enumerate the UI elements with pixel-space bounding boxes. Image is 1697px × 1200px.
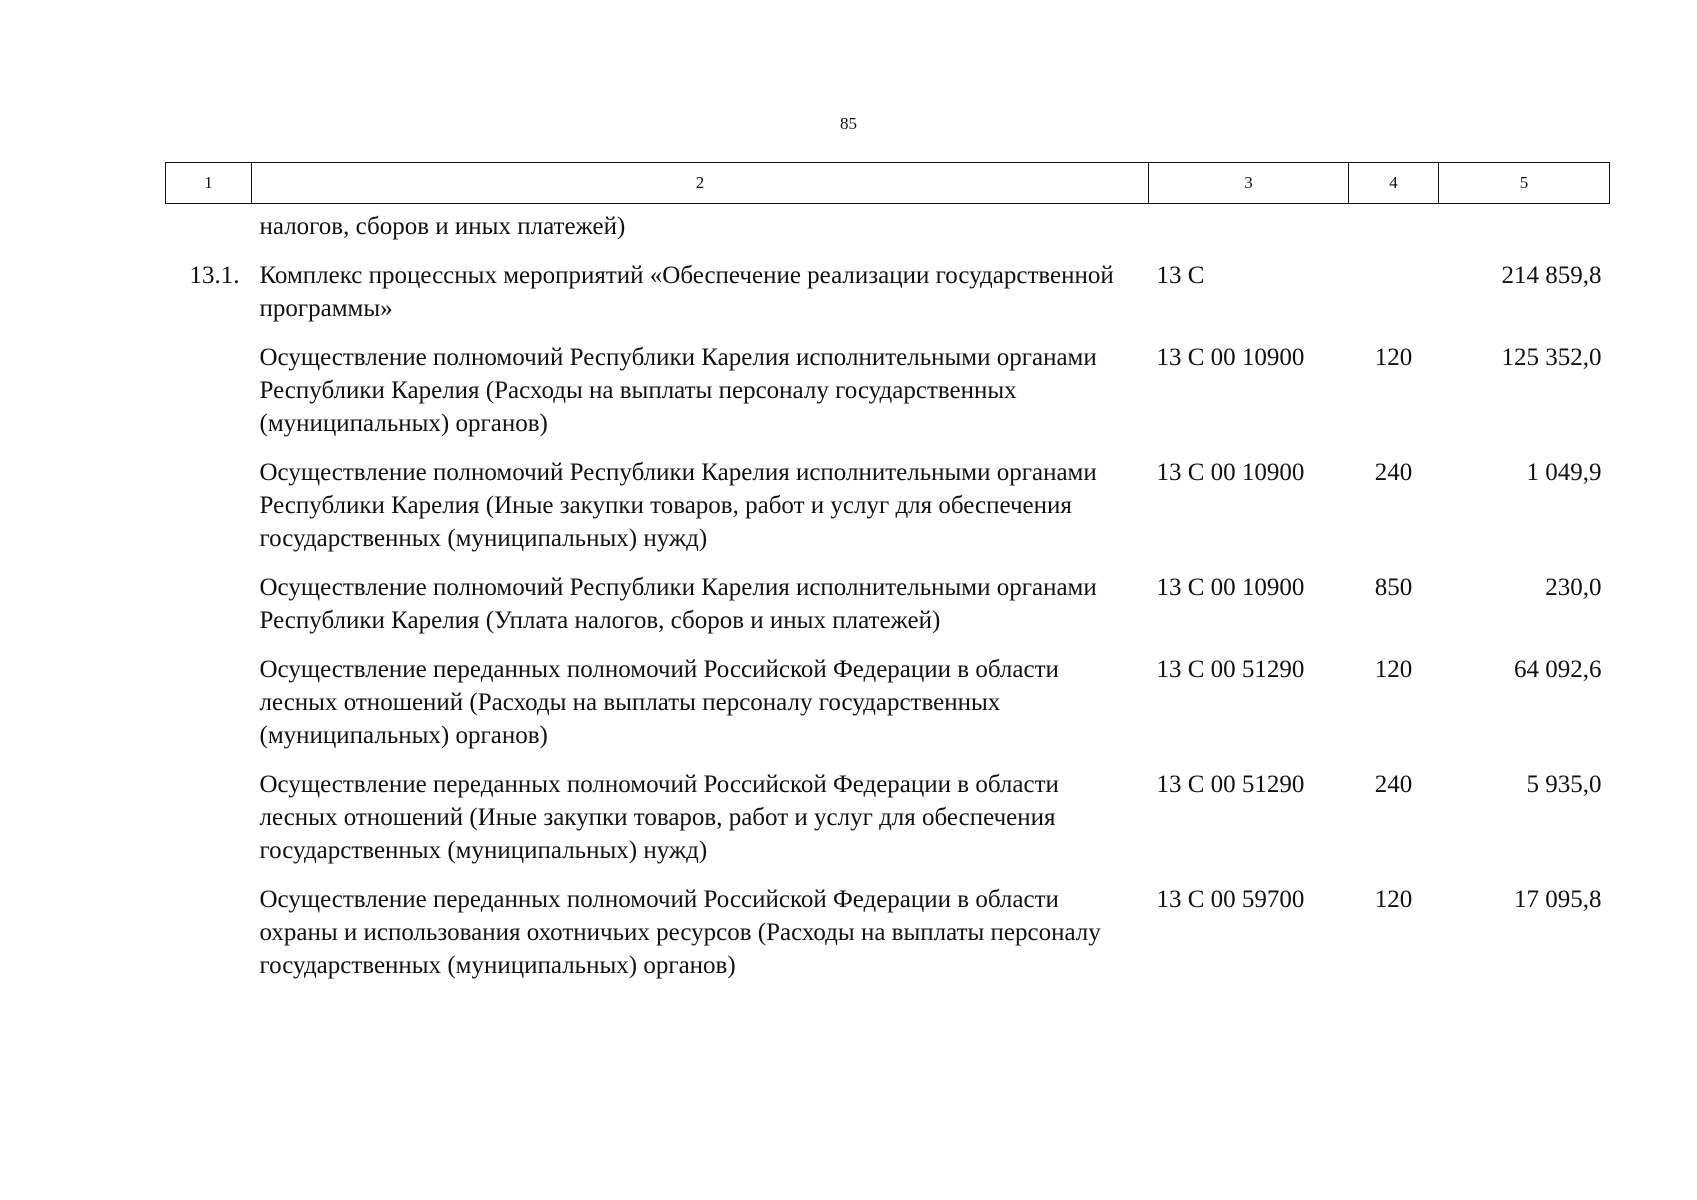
row-amount: 230,0 — [1545, 574, 1602, 601]
table-row — [166, 768, 1610, 883]
row-amount: 17 095,8 — [1514, 886, 1602, 913]
row-description: Осуществление переданных полномочий Российской Федерации в области лесных отношений (Расходы на выплаты персоналу государственных (муниципальных) органов) — [259, 656, 1059, 749]
table-header — [166, 163, 1610, 204]
row-description: Осуществление переданных полномочий Российской Федерации в области лесных отношений (Иные закупки товаров, работ и услуг для обеспечения государственных (муниципальных) нужд) — [259, 771, 1059, 864]
header-row — [166, 163, 1610, 204]
row-description: Осуществление полномочий Республики Карелия исполнительными органами Республики Карелия (Иные закупки товаров, работ и услуг для обеспечения государственных (муниципальных) нужд) — [259, 459, 1097, 552]
table-row — [166, 341, 1610, 456]
row-expense-type: 240 — [1374, 771, 1413, 798]
row-code: 13 С 00 51290 — [1156, 656, 1305, 683]
table-row — [166, 456, 1610, 571]
row-code: 13 С 00 51290 — [1156, 771, 1305, 798]
row-number: 13.1. — [189, 262, 240, 289]
header-col-5: 5 — [1439, 163, 1610, 204]
row-expense-type: 120 — [1374, 656, 1413, 683]
header-col-3: 3 — [1149, 163, 1349, 204]
row-number — [166, 653, 252, 768]
row-description: Комплекс процессных мероприятий «Обеспечение реализации государственной программы» — [259, 262, 1114, 322]
row-expense-type: 120 — [1374, 344, 1413, 371]
row-description: налогов, сборов и иных платежей) — [259, 213, 626, 240]
header-col-2: 2 — [252, 163, 1149, 204]
table-row — [166, 653, 1610, 768]
row-code — [1149, 204, 1349, 260]
row-number — [166, 883, 252, 998]
table-body — [166, 204, 1610, 999]
row-amount: 5 935,0 — [1526, 771, 1602, 798]
row-expense-type: 850 — [1374, 574, 1413, 601]
row-code: 13 С 00 10900 — [1156, 344, 1305, 371]
row-amount: 64 092,6 — [1514, 656, 1602, 683]
row-expense-type: 120 — [1374, 886, 1413, 913]
row-code: 13 С 00 59700 — [1156, 886, 1305, 913]
row-amount: 125 352,0 — [1501, 344, 1602, 371]
row-number — [166, 571, 252, 653]
table-row — [166, 259, 1610, 341]
table-row — [166, 883, 1610, 998]
row-number — [166, 341, 252, 456]
row-expense-type — [1349, 204, 1439, 260]
row-number — [166, 204, 252, 260]
table-row — [166, 571, 1610, 653]
budget-table — [165, 162, 1610, 998]
header-col-4: 4 — [1349, 163, 1439, 204]
header-col-1: 1 — [166, 163, 252, 204]
row-expense-type — [1349, 259, 1439, 341]
row-amount: 1 049,9 — [1526, 459, 1602, 486]
row-amount — [1439, 204, 1610, 260]
row-code: 13 С — [1156, 262, 1205, 289]
row-description: Осуществление полномочий Республики Карелия исполнительными органами Республики Карелия (Расходы на выплаты персоналу государственных (муниципальных) органов) — [259, 344, 1097, 437]
row-code: 13 С 00 10900 — [1156, 574, 1305, 601]
row-description: Осуществление переданных полномочий Российской Федерации в области охраны и использования охотничьих ресурсов (Расходы на выплаты персоналу государственных (муниципальных) органов) — [259, 886, 1101, 979]
table-row — [166, 204, 1610, 260]
row-code: 13 С 00 10900 — [1156, 459, 1305, 486]
row-description: Осуществление полномочий Республики Карелия исполнительными органами Республики Карелия (Уплата налогов, сборов и иных платежей) — [259, 574, 1097, 634]
row-number — [166, 768, 252, 883]
row-number — [166, 456, 252, 571]
page-number: 85 — [840, 114, 857, 133]
row-amount: 214 859,8 — [1501, 262, 1602, 289]
row-expense-type: 240 — [1374, 459, 1413, 486]
